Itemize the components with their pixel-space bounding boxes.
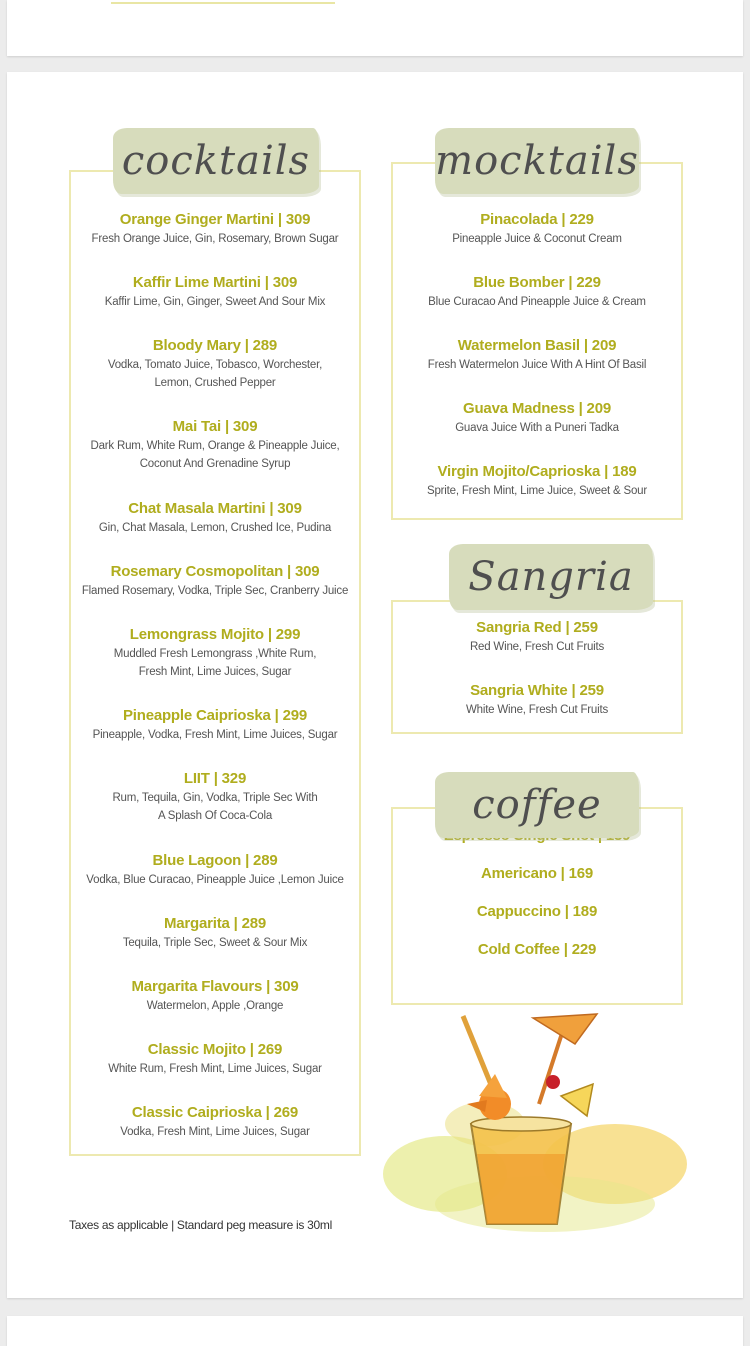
menu-item-name: Bloody Mary | 289 (152, 337, 278, 354)
menu-item-description: Kaffir Lime, Gin, Ginger, Sweet And Sour Mix (104, 296, 326, 308)
menu-item-description: Blue Curacao And Pineapple Juice & Cream (428, 296, 646, 308)
mocktails-section (391, 162, 683, 520)
cocktails-title: cocktails (113, 128, 319, 194)
menu-item (393, 864, 681, 884)
menu-item-name: Margarita | 289 (163, 915, 267, 932)
menu-item-name: Mai Tai | 309 (172, 418, 258, 435)
menu-item (71, 562, 359, 600)
menu-item (71, 336, 359, 392)
menu-item (393, 618, 681, 656)
menu-item (393, 399, 681, 437)
cocktail-drink-illustration-icon (375, 1004, 697, 1244)
menu-item-name: Chat Masala Martini | 309 (128, 500, 302, 517)
menu-item-name: Margarita Flavours | 309 (131, 978, 299, 995)
menu-item-name: Cold Coffee | 229 (477, 941, 597, 958)
menu-item-description: Guava Juice With a Puneri Tadka (455, 422, 619, 434)
menu-item-description: Red Wine, Fresh Cut Fruits (469, 641, 605, 653)
menu-item (71, 706, 359, 744)
previous-page (7, 0, 743, 56)
menu-item (71, 499, 359, 537)
menu-item (71, 273, 359, 311)
menu-item-description: Pineapple, Vodka, Fresh Mint, Lime Juices, Sugar (92, 729, 338, 741)
next-page (7, 1316, 743, 1346)
menu-item (393, 273, 681, 311)
menu-item-name: Orange Ginger Martini | 309 (119, 211, 311, 228)
menu-item-name: Sangria Red | 259 (476, 619, 598, 636)
menu-item (393, 681, 681, 719)
menu-item-name: Classic Caiprioska | 269 (131, 1104, 299, 1121)
menu-item-name: Rosemary Cosmopolitan | 309 (110, 563, 320, 580)
footer-note: Taxes as applicable | Standard peg measure is 30ml (69, 1218, 332, 1232)
previous-page-border (111, 2, 335, 4)
menu-item (71, 625, 359, 681)
menu-item-name: Virgin Mojito/Caprioska | 189 (437, 463, 637, 480)
coffee-title: coffee (435, 772, 639, 838)
menu-item (71, 851, 359, 889)
menu-item-name: Cappuccino | 189 (476, 903, 598, 920)
sangria-title: Sangria (449, 544, 653, 610)
menu-item-name: Blue Bomber | 229 (473, 274, 601, 291)
menu-page (7, 72, 743, 1298)
menu-item (71, 914, 359, 952)
menu-item-name: Lemongrass Mojito | 299 (129, 626, 301, 643)
menu-item-description: Dark Rum, White Rum, Orange & Pineapple Juice, Coconut And Grenadine Syrup (90, 440, 340, 470)
menu-item-name: Guava Madness | 209 (463, 400, 611, 417)
menu-item (393, 336, 681, 374)
menu-item (393, 462, 681, 500)
menu-item (393, 210, 681, 248)
menu-item-description: Watermelon, Apple ,Orange (146, 1000, 284, 1012)
menu-item-name: Americano | 169 (480, 865, 594, 882)
menu-item-description: Vodka, Tomato Juice, Tobasco, Worchester, Lemon, Crushed Pepper (107, 359, 323, 389)
menu-item-name: Sangria White | 259 (470, 682, 604, 699)
menu-item-description: White Rum, Fresh Mint, Lime Juices, Sugar (108, 1063, 322, 1075)
menu-item (71, 1103, 359, 1141)
cocktails-section (69, 170, 361, 1156)
menu-item (71, 1040, 359, 1078)
menu-item (71, 977, 359, 1015)
menu-item-description: Fresh Watermelon Juice With A Hint Of Basil (427, 359, 647, 371)
sangria-section (391, 600, 683, 734)
menu-item (393, 940, 681, 960)
menu-item-description: Pineapple Juice & Coconut Cream (452, 233, 622, 245)
menu-item-description: Tequila, Triple Sec, Sweet & Sour Mix (122, 937, 308, 949)
menu-item-name: Pineapple Caiprioska | 299 (122, 707, 308, 724)
menu-item-description: Muddled Fresh Lemongrass ,White Rum, Fresh Mint, Lime Juices, Sugar (113, 648, 317, 678)
menu-item-description: Sprite, Fresh Mint, Lime Juice, Sweet & Sour (426, 485, 647, 497)
menu-item-description: Flamed Rosemary, Vodka, Triple Sec, Cranberry Juice (81, 585, 349, 597)
menu-item-name: LIIT | 329 (183, 770, 247, 787)
menu-item-description: Rum, Tequila, Gin, Vodka, Triple Sec With A Splash Of Coca-Cola (112, 792, 318, 822)
menu-item-name: Kaffir Lime Martini | 309 (132, 274, 298, 291)
menu-item-name: Classic Mojito | 269 (147, 1041, 283, 1058)
menu-item-description: White Wine, Fresh Cut Fruits (465, 704, 608, 716)
menu-item-description: Fresh Orange Juice, Gin, Rosemary, Brown Sugar (91, 233, 339, 245)
menu-item-name: Watermelon Basil | 209 (457, 337, 617, 354)
menu-item-description: Vodka, Fresh Mint, Lime Juices, Sugar (120, 1126, 310, 1138)
menu-item (393, 902, 681, 922)
menu-item (71, 417, 359, 473)
menu-item-name: Pinacolada | 229 (480, 211, 594, 228)
menu-item-name: Blue Lagoon | 289 (152, 852, 278, 869)
menu-item (71, 210, 359, 248)
menu-item-description: Gin, Chat Masala, Lemon, Crushed Ice, Pudina (98, 522, 332, 534)
menu-item-description: Vodka, Blue Curacao, Pineapple Juice ,Lemon Juice (86, 874, 344, 886)
mocktails-title: mocktails (435, 128, 639, 194)
menu-item (71, 769, 359, 825)
